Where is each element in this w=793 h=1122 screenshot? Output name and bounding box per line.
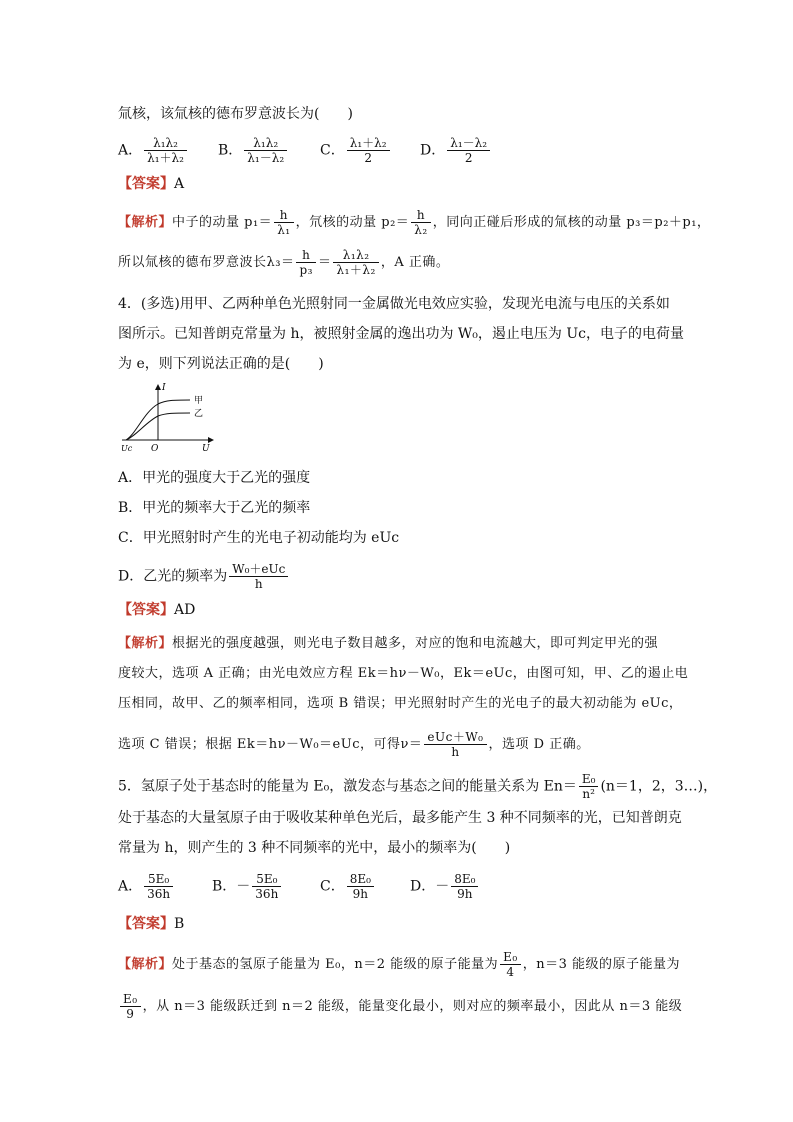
q4-option-d[interactable]: D．乙光的频率为 $\frac{\text{W₀＋eUc}}{h}$ — [118, 562, 290, 591]
fraction: $\frac{\text{W₀＋eUc}}{h}$ — [229, 562, 288, 591]
fraction: $\frac{\text{E₀}}{9}$ — [120, 992, 141, 1021]
option-fraction: $\frac{\text{8E₀}}{9h}$ — [451, 872, 478, 901]
q5-analysis-line-1: 【解析】处于基态的氢原子能量为 E₀，n＝2 能级的原子能量为 $\frac{\text{E₀}}{4}$ ，n＝3 能级的原子能量为 — [118, 950, 680, 979]
q5-option-a[interactable]: A． $\frac{\text{5E₀}}{36h}$ — [118, 872, 175, 901]
fraction: $\frac{h}{\text{λ₂}}$ — [411, 208, 430, 237]
q5-stem-line-3: 常量为 h，则产生的 3 种不同频率的光中，最小的频率为( ) — [118, 840, 511, 856]
q4-option-b[interactable]: B．甲光的频率大于乙光的频率 — [118, 500, 311, 516]
option-fraction: $\frac{\text{λ₁λ₂}}{\text{λ₁－λ₂}}$ — [244, 136, 287, 165]
q5-option-d[interactable]: D．－ $\frac{\text{8E₀}}{9h}$ — [410, 872, 480, 901]
answer-tag: 【答案】 — [118, 602, 174, 618]
analysis-tag: 【解析】 — [118, 215, 173, 230]
q4-stem-line-2: 图所示。已知普朗克常量为 h，被照射金属的逸出功为 W₀，遏止电压为 Uc，电子的电荷量 — [118, 326, 685, 342]
graph-x-label: U — [202, 444, 210, 452]
q5-option-b[interactable]: B．－ $\frac{\text{5E₀}}{36h}$ — [212, 872, 283, 901]
q5-analysis-line-2: $\frac{\text{E₀}}{9}$ ，从 n＝3 能级跃迁到 n＝2 能级，能量变化最小，则对应的频率最小，因此从 n＝3 能级 — [118, 992, 682, 1021]
q4-answer — [118, 600, 195, 620]
option-letter: B． — [218, 142, 243, 159]
q4-analysis-line-1: 【解析】根据光的强度越强，则光电子数目越多，对应的饱和电流越大，即可判定甲光的强 — [118, 636, 659, 651]
fraction: $\frac{h}{\text{λ₁}}$ — [274, 208, 293, 237]
graph-curve-jia-label: 甲 — [194, 396, 204, 406]
q4-option-a[interactable]: A．甲光的强度大于乙光的强度 — [118, 470, 311, 486]
graph-uc-label: Uc — [121, 444, 133, 452]
q4-iv-graph — [118, 382, 218, 452]
option-fraction: $\frac{\text{λ₁＋λ₂}}{2}$ — [347, 136, 390, 165]
option-fraction: $\frac{\text{5E₀}}{36h}$ — [252, 872, 281, 901]
fraction: $\frac{\text{E₀}}{\text{n²}}$ — [579, 772, 599, 801]
option-fraction: $\frac{\text{8E₀}}{9h}$ — [347, 872, 374, 901]
answer-tag: 【答案】 — [118, 916, 174, 932]
q3-analysis-line-2: 所以氚核的德布罗意波长λ₃＝ $\frac{h}{\text{p₃}}$ ＝ $\frac{\text{λ₁λ₂}}{\text{λ₁＋λ₂}}$ ，A 正确。 — [118, 248, 450, 277]
option-fraction: $\frac{\text{λ₁λ₂}}{\text{λ₁＋λ₂}}$ — [144, 136, 187, 165]
q3-option-a[interactable] — [118, 136, 189, 165]
option-fraction: $\frac{\text{5E₀}}{36h}$ — [144, 872, 173, 901]
q3-answer — [118, 174, 184, 194]
q5-option-c[interactable]: C． $\frac{\text{8E₀}}{9h}$ — [320, 872, 376, 901]
q5-answer — [118, 914, 184, 934]
analysis-tag: 【解析】 — [118, 636, 173, 651]
option-fraction: $\frac{\text{λ₁－λ₂}}{2}$ — [447, 136, 490, 165]
option-letter: D． — [420, 142, 446, 159]
answer-value: AD — [174, 602, 196, 618]
graph-origin-label: O — [151, 444, 159, 452]
answer-tag: 【答案】 — [118, 176, 174, 192]
q3-analysis-line-1: 【解析】中子的动量 p₁＝ $\frac{h}{\text{λ₁}}$ ，氘核的动量 p₂＝ $\frac{h}{\text{λ₂}}$ ，同向正碰后形成的氚核的动量 p₃＝p₂＋p₁， — [118, 208, 711, 237]
q4-analysis-line-2: 度较大，选项 A 正确；由光电效应方程 Ek＝hν－W₀，Ek＝eUc，由图可知，甲、乙的遏止电 — [118, 666, 689, 681]
answer-value: B — [174, 916, 185, 932]
q4-stem-line-3: 为 e，则下列说法正确的是( ) — [118, 356, 324, 372]
fraction: $\frac{\text{λ₁λ₂}}{\text{λ₁＋λ₂}}$ — [333, 248, 378, 277]
q3-stem-tail: 氚核，该氚核的德布罗意波长为( ) — [118, 106, 353, 122]
q3-option-c[interactable] — [320, 136, 392, 165]
q5-stem-line-2: 处于基态的大量氢原子由于吸收某种单色光后，最多能产生 3 种不同频率的光，已知普朗克 — [118, 810, 682, 826]
q4-analysis-line-3: 压相同，故甲、乙的频率相同，选项 B 错误；甲光照射时产生的光电子的最大初动能为 eUc， — [118, 696, 683, 711]
fraction: $\frac{\text{E₀}}{4}$ — [500, 950, 521, 979]
answer-value: A — [174, 176, 185, 192]
analysis-tag: 【解析】 — [118, 957, 173, 972]
q3-option-d[interactable] — [420, 136, 492, 165]
option-letter: C． — [320, 142, 345, 159]
q4-stem-line-1: 4．(多选)用甲、乙两种单色光照射同一金属做光电效应实验，发现光电流与电压的关系如 — [118, 296, 670, 312]
q3-option-b[interactable] — [218, 136, 289, 165]
fraction: $\frac{h}{\text{p₃}}$ — [296, 248, 316, 277]
q5-stem-line-1: 5．氢原子处于基态时的能量为 E₀，激发态与基态之间的能量关系为 En＝ $\frac{\text{E₀}}{\text{n²}}$ (n＝1，2，3…)， — [118, 772, 718, 801]
graph-curve-yi-label: 乙 — [194, 409, 204, 419]
graph-y-label: I — [162, 383, 166, 393]
q4-analysis-line-4: 选项 C 错误；根据 Ek＝hν－W₀＝eUc，可得ν＝ $\frac{\text{eUc＋W₀}}{h}$ ，选项 D 正确。 — [118, 730, 590, 759]
option-letter: A． — [118, 142, 143, 159]
fraction: $\frac{\text{eUc＋W₀}}{h}$ — [424, 730, 486, 759]
q4-option-c[interactable]: C．甲光照射时产生的光电子初动能均为 eUc — [118, 530, 400, 546]
